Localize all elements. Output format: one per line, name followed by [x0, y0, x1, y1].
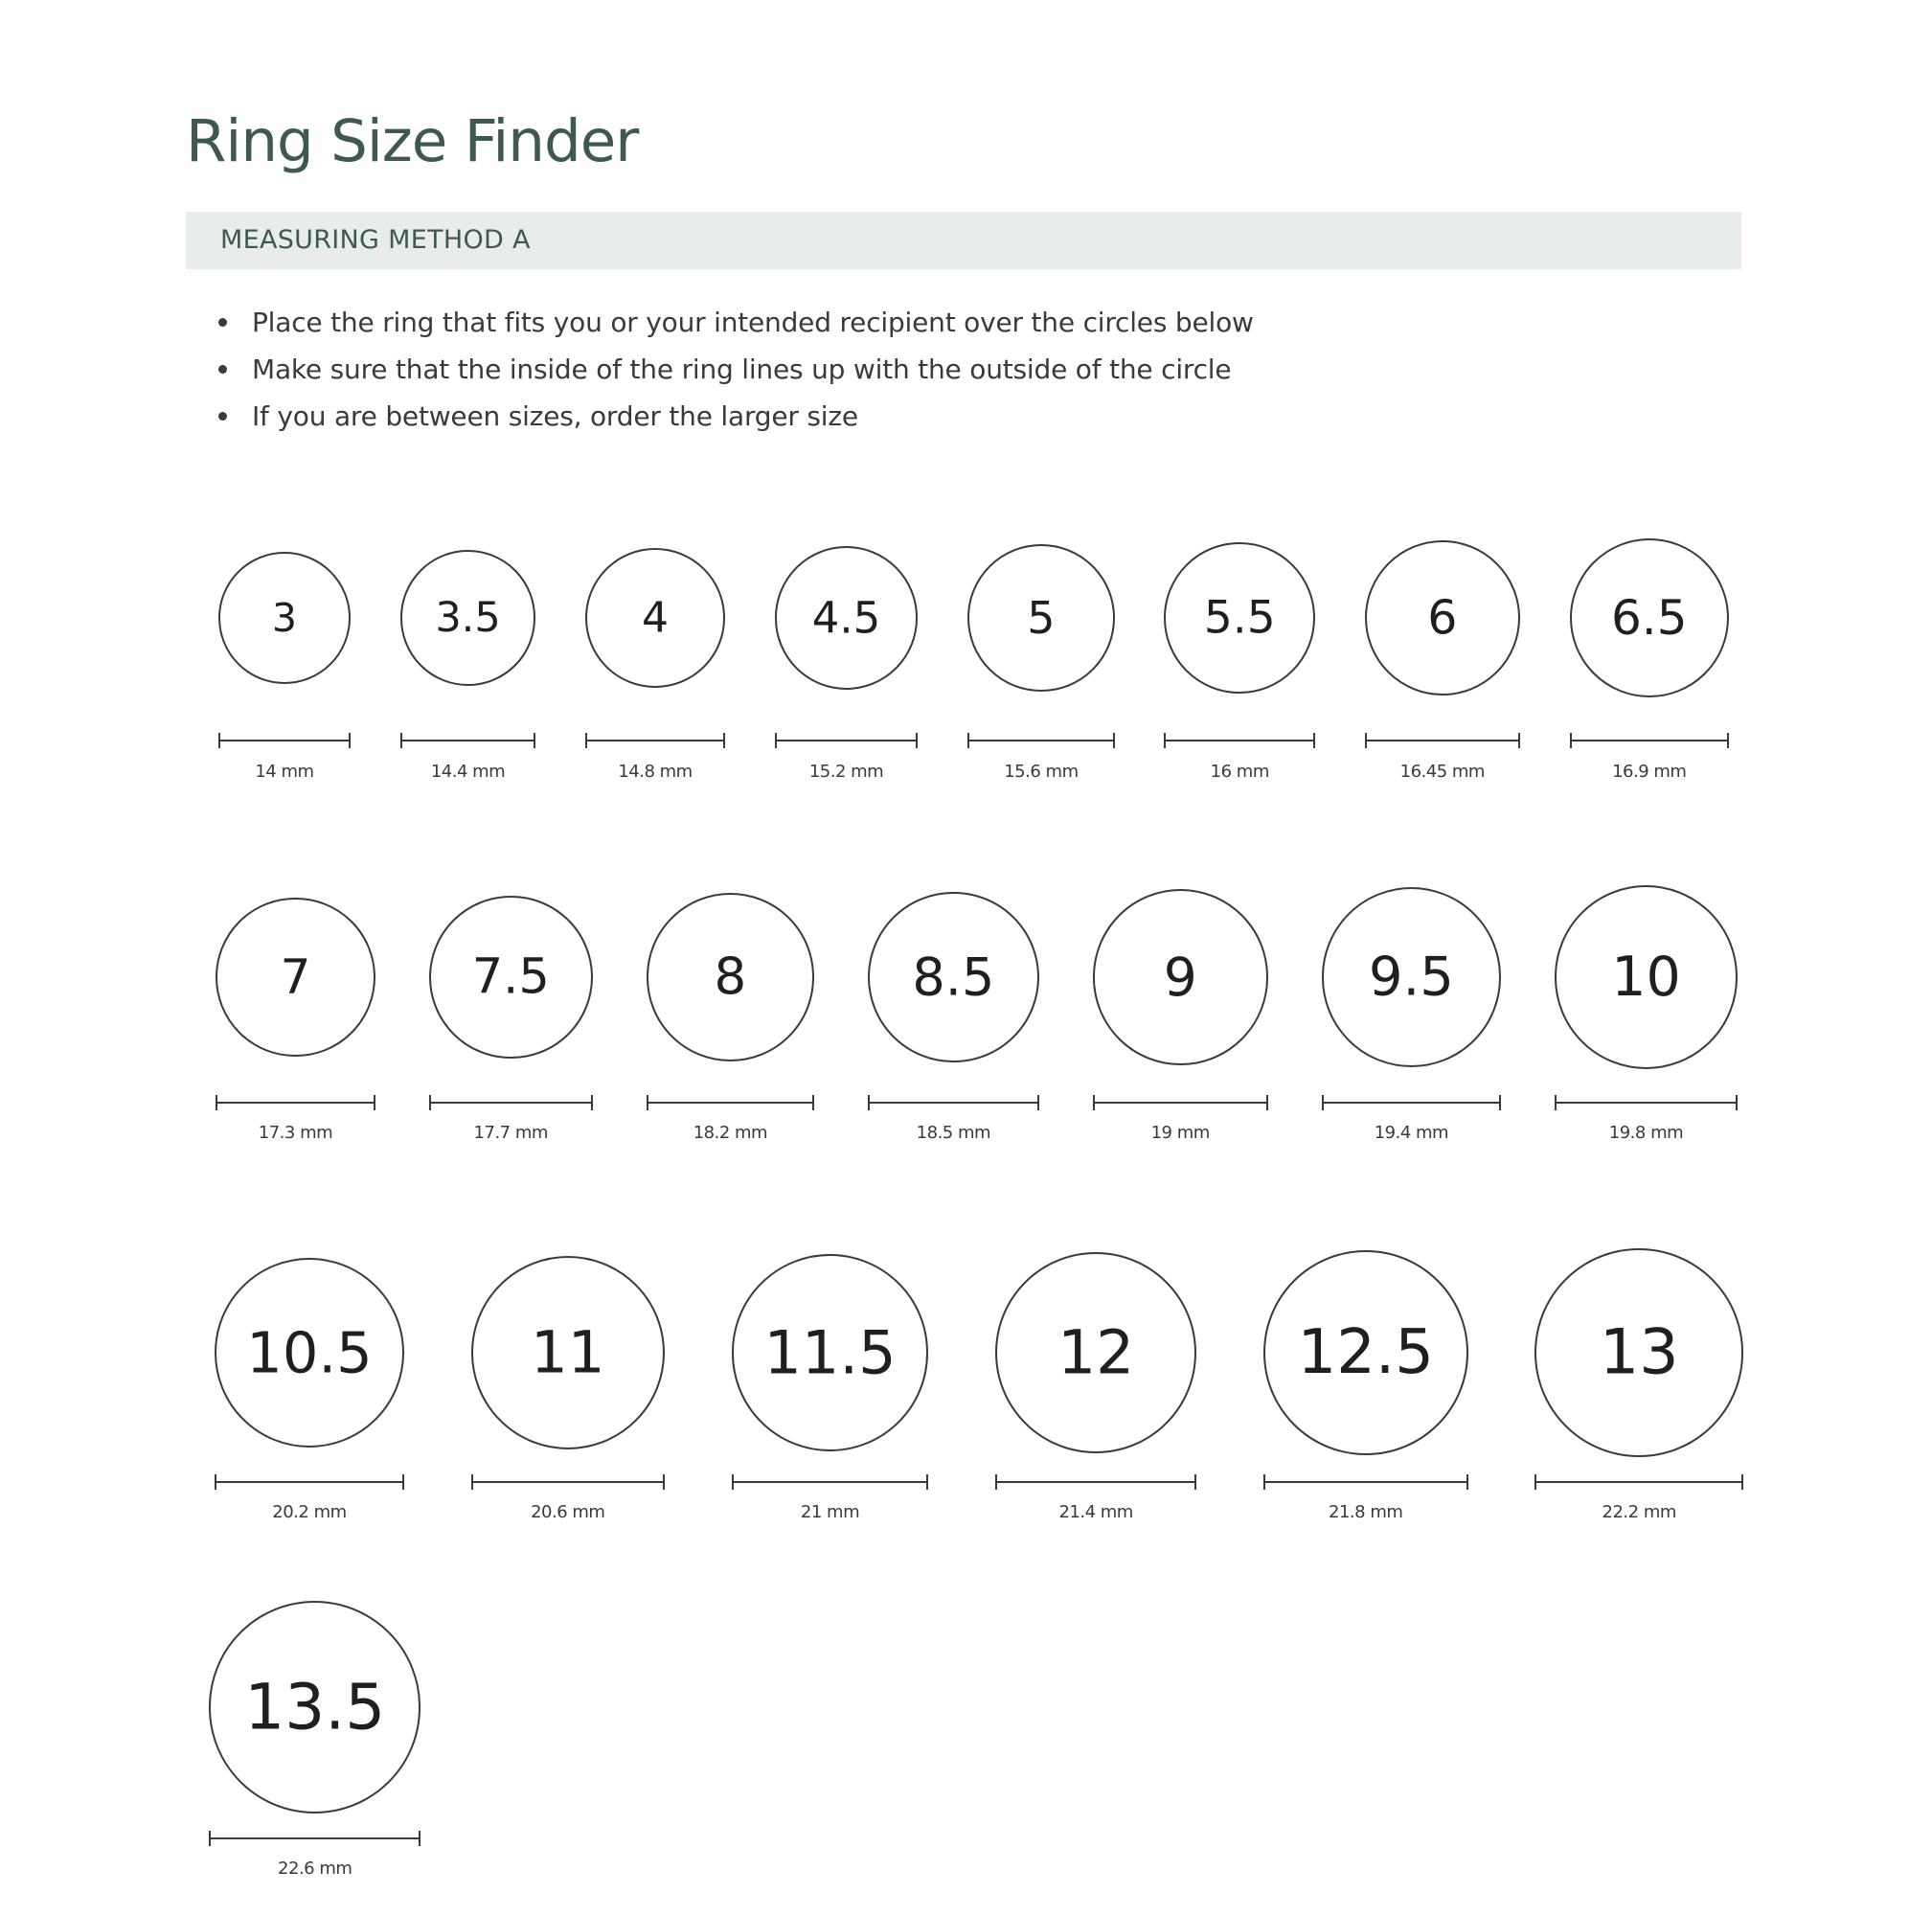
diameter-measure-line [1555, 1102, 1738, 1104]
ring-size-label: 5.5 [1203, 591, 1276, 645]
diameter-label: 16.9 mm [1612, 762, 1687, 782]
ring-size-label: 3 [271, 594, 297, 641]
diameter-label: 14.4 mm [430, 762, 506, 782]
ring-size-label: 5 [1027, 591, 1056, 644]
diameter-measure-line [1365, 740, 1520, 741]
diameter-measure-line [1534, 1481, 1743, 1483]
ring-circle-size-8 [647, 893, 815, 1061]
ring-circle-size-13-5 [209, 1601, 420, 1813]
ring-circle-size-10 [1555, 885, 1738, 1068]
ring-circle-size-4 [585, 548, 725, 688]
page-title: Ring Size Finder [186, 107, 639, 175]
diameter-measure-line [967, 740, 1115, 741]
diameter-measure-line [1164, 740, 1315, 741]
diameter-label: 21.4 mm [1058, 1502, 1133, 1522]
section-header-label: MEASURING METHOD A [220, 225, 531, 255]
diameter-measure-line [647, 1102, 815, 1104]
ring-size-label: 13 [1599, 1316, 1679, 1389]
ring-size-label: 3.5 [435, 593, 501, 642]
ring-size-label: 9 [1163, 946, 1197, 1008]
ring-circle-size-12-5 [1263, 1250, 1468, 1455]
diameter-label: 18.5 mm [916, 1123, 991, 1143]
diameter-measure-line [1263, 1481, 1468, 1483]
ring-size-label: 9.5 [1368, 946, 1454, 1009]
instruction-text: Make sure that the inside of the ring lines up with the outside of the circle [252, 354, 1232, 385]
ring-circle-size-5 [967, 544, 1115, 692]
diameter-label: 22.2 mm [1602, 1502, 1676, 1522]
diameter-label: 19.8 mm [1608, 1123, 1684, 1143]
ring-size-label: 11.5 [763, 1317, 897, 1388]
diameter-label: 16 mm [1210, 762, 1269, 782]
diameter-measure-line [209, 1837, 420, 1839]
ring-circle-size-7 [216, 898, 375, 1058]
ring-circle-size-6 [1365, 540, 1520, 696]
ring-size-label: 6.5 [1610, 589, 1688, 646]
ring-size-label: 12.5 [1297, 1316, 1434, 1388]
ring-size-label: 8 [714, 947, 747, 1007]
instruction-text: Place the ring that fits you or your intended recipient over the circles below [252, 307, 1254, 338]
diameter-measure-line [585, 740, 725, 741]
diameter-measure-line [995, 1481, 1196, 1483]
diameter-label: 20.2 mm [272, 1502, 347, 1522]
ring-size-label: 8.5 [912, 947, 995, 1008]
ring-size-label: 10 [1611, 945, 1681, 1009]
ring-circle-size-12 [995, 1252, 1196, 1453]
diameter-measure-line [400, 740, 536, 741]
ring-circle-size-9 [1093, 889, 1268, 1064]
ring-size-label: 7 [280, 948, 311, 1005]
diameter-measure-line [429, 1102, 593, 1104]
ring-circle-size-8-5 [868, 892, 1039, 1063]
diameter-measure-line [215, 1481, 404, 1483]
ring-circle-size-11 [471, 1256, 665, 1449]
ring-circle-size-7-5 [429, 896, 593, 1060]
ring-size-label: 6 [1427, 590, 1458, 646]
ring-size-label: 10.5 [246, 1319, 373, 1386]
diameter-label: 16.45 mm [1399, 762, 1485, 782]
diameter-label: 14.8 mm [618, 762, 693, 782]
diameter-measure-line [1093, 1102, 1268, 1104]
ring-size-label: 7.5 [471, 948, 550, 1006]
diameter-label: 15.6 mm [1004, 762, 1079, 782]
ring-circle-size-3-5 [400, 550, 536, 686]
ring-circle-size-6-5 [1570, 538, 1729, 697]
diameter-measure-line [1322, 1102, 1501, 1104]
instruction-text: If you are between sizes, order the larger size [252, 400, 858, 432]
diameter-label: 19.4 mm [1374, 1123, 1449, 1143]
ring-size-label: 12 [1057, 1317, 1135, 1388]
diameter-label: 19 mm [1150, 1123, 1210, 1143]
diameter-label: 17.3 mm [258, 1123, 333, 1143]
ring-circle-size-9-5 [1322, 887, 1501, 1066]
ring-circle-size-10-5 [215, 1258, 404, 1448]
ring-size-label: 4.5 [811, 592, 881, 644]
diameter-label: 22.6 mm [278, 1859, 352, 1879]
ring-circle-size-5-5 [1164, 542, 1315, 694]
diameter-measure-line [216, 1102, 375, 1104]
diameter-label: 15.2 mm [808, 762, 884, 782]
ring-circle-size-11-5 [732, 1254, 929, 1451]
diameter-label: 21.8 mm [1329, 1502, 1403, 1522]
ring-circle-size-3 [218, 552, 351, 684]
ring-circle-size-13 [1534, 1248, 1743, 1457]
diameter-label: 20.6 mm [531, 1502, 605, 1522]
ring-size-label: 4 [642, 593, 670, 643]
diameter-measure-line [471, 1481, 665, 1483]
diameter-measure-line [775, 740, 919, 741]
ring-circle-size-4-5 [775, 546, 919, 690]
ring-size-label: 11 [530, 1318, 605, 1387]
diameter-measure-line [868, 1102, 1039, 1104]
diameter-label: 21 mm [800, 1502, 860, 1522]
diameter-measure-line [218, 740, 351, 741]
diameter-measure-line [1570, 740, 1729, 741]
diameter-label: 14 mm [255, 762, 314, 782]
ring-size-label: 13.5 [244, 1670, 386, 1745]
diameter-measure-line [732, 1481, 929, 1483]
diameter-label: 17.7 mm [473, 1123, 548, 1143]
diameter-label: 18.2 mm [693, 1123, 768, 1143]
